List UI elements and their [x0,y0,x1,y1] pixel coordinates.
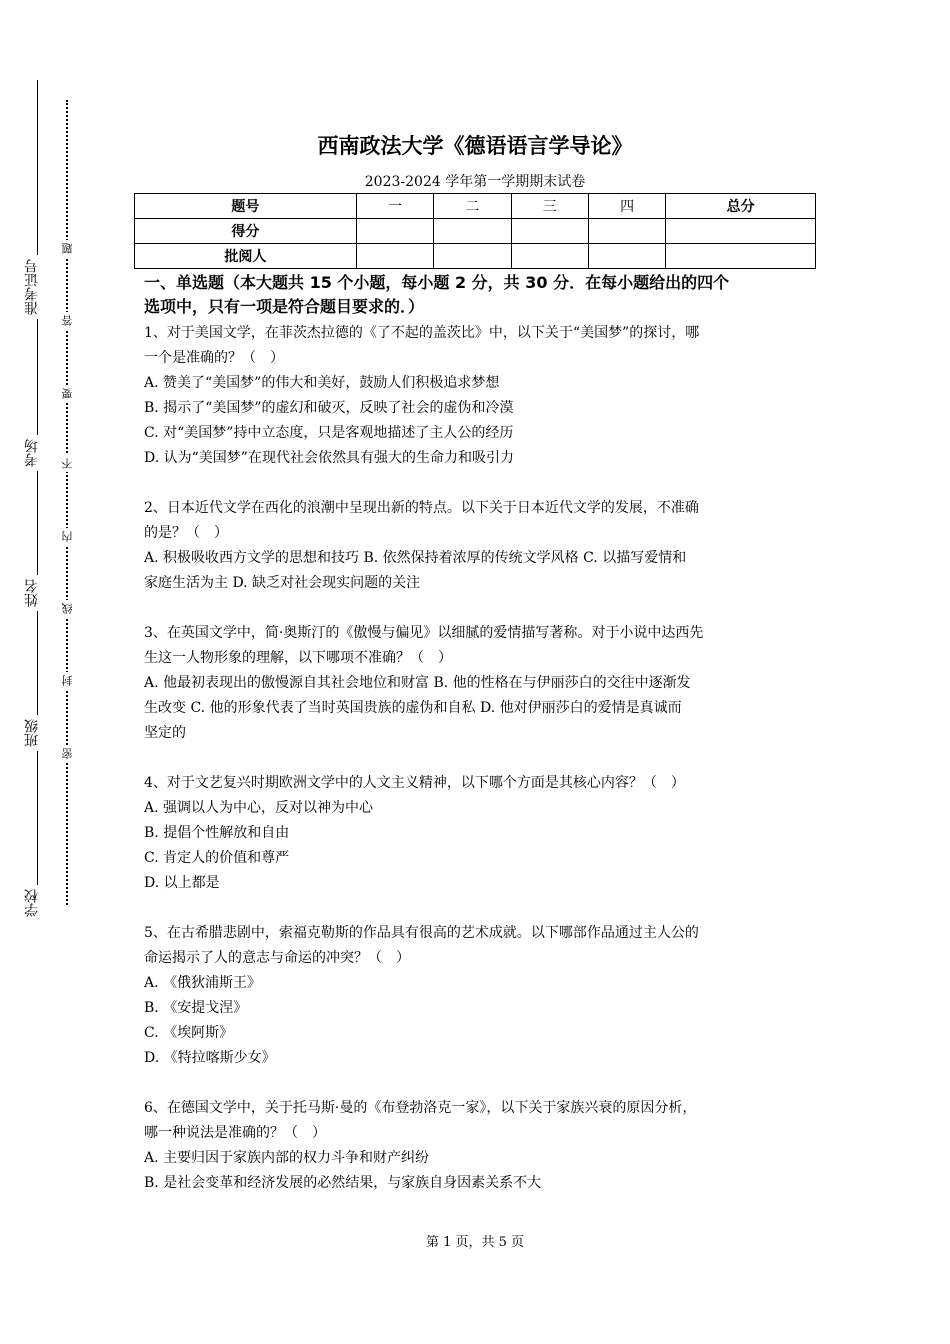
table-header-cell: 四 [588,194,665,219]
option-a: A. 强调以人为中心，反对以神为中心 [144,800,374,816]
option-b: B. 《安提戈涅》 [144,1000,248,1016]
score-cell[interactable] [666,219,816,244]
seal-char: 线 [60,600,74,617]
reviewer-cell[interactable] [511,244,588,269]
table-header-cell: 二 [434,194,511,219]
options-line: 生改变 C. 他的形象代表了当时英国贵族的虚伪和自私 D. 他对伊丽莎白的爱情是真诚而 [144,700,682,716]
question-stem: 命运揭示了人的意志与命运的冲突？（ ） [144,950,410,966]
section-heading-line: 一、单选题（本大题共 15 个小题，每小题 2 分，共 30 分．在每小题给出的四个 [144,273,730,292]
page-footer: 第 1 页，共 5 页 [425,1235,525,1250]
row-label: 批阅人 [135,244,357,269]
question-3 [144,621,812,746]
question-6 [144,1096,812,1196]
row-label: 得分 [135,219,357,244]
seal-char: 答 [60,312,74,329]
exam-content [144,271,812,1221]
question-stem: 哪一种说法是准确的？（ ） [144,1125,326,1141]
name-label: 姓名 [22,575,52,611]
option-b: B. 是社会变革和经济发展的必然结果，与家族自身因素关系不大 [144,1175,542,1191]
section-heading [144,271,812,319]
seal-char: 题 [60,240,74,257]
option-c: C. 对“美国梦”持中立态度，只是客观地描述了主人公的经历 [144,425,514,441]
option-d: D. 以上都是 [144,875,220,891]
option-b: B. 揭示了“美国梦”的虚幻和破灭，反映了社会的虚伪和冷漠 [144,400,514,416]
seal-char: 内 [60,528,74,545]
question-stem: 的是？（ ） [144,525,228,541]
binding-line [37,80,38,920]
score-cell[interactable] [588,219,665,244]
seal-char: 封 [60,672,74,689]
exam-subtitle: 2023-2024 学年第一学期期末试卷 [364,174,586,190]
reviewer-row [135,244,816,269]
question-stem: 1、对于美国文学，在菲茨杰拉德的《了不起的盖茨比》中，以下关于“美国梦”的探讨，哪 [144,325,700,341]
question-stem: 4、对于文艺复兴时期欧洲文学中的人文主义精神，以下哪个方面是其核心内容？（ ） [144,775,685,791]
option-b: B. 提倡个性解放和自由 [144,825,290,841]
option-a: A. 赞美了“美国梦”的伟大和美好，鼓励人们积极追求梦想 [144,375,500,391]
score-cell[interactable] [356,219,433,244]
exam-title: 西南政法大学《德语语言学导论》 [317,134,633,158]
question-stem: 3、在英国文学中，简·奥斯汀的《傲慢与偏见》以细腻的爱情描写著称。对于小说中达西先 [144,625,704,641]
seal-line [60,100,74,910]
option-c: C. 肯定人的价值和尊严 [144,850,290,866]
options-line: 家庭生活为主 D. 缺乏对社会现实问题的关注 [144,575,421,591]
exam-number-label: 准考证号 [22,255,52,319]
options-line: A. 他最初表现出的傲慢源自其社会地位和财富 B. 他的性格在与伊丽莎白的交往中逐渐发 [144,675,691,691]
score-table [134,193,816,269]
reviewer-cell[interactable] [666,244,816,269]
binding-info-strip [22,80,52,930]
option-d: D. 《特拉喀斯少女》 [144,1050,276,1066]
question-2 [144,496,812,596]
table-header-cell: 一 [356,194,433,219]
table-header-cell: 题号 [135,194,357,219]
options-line: 坚定的 [144,725,186,741]
question-stem: 6、在德国文学中，关于托马斯·曼的《布登勃洛克一家》，以下关于家族兴衰的原因分析， [144,1100,697,1116]
option-c: C. 《埃阿斯》 [144,1025,234,1041]
option-a: A. 主要归因于家族内部的权力斗争和财产纠纷 [144,1150,430,1166]
seal-char: 要 [60,385,74,402]
question-stem: 生这一人物形象的理解，以下哪项不准确？（ ） [144,650,452,666]
question-stem: 2、日本近代文学在西化的浪潮中呈现出新的特点。以下关于日本近代文学的发展，不准确 [144,500,699,516]
reviewer-cell[interactable] [588,244,665,269]
score-table-header-row [135,194,816,219]
table-header-cell: 总分 [666,194,816,219]
reviewer-cell[interactable] [434,244,511,269]
question-1 [144,321,812,471]
section-heading-line: 选项中，只有一项是符合题目要求的．） [144,297,425,316]
table-header-cell: 三 [511,194,588,219]
option-a: A. 《俄狄浦斯王》 [144,975,262,991]
option-d: D. 认为“美国梦”在现代社会依然具有强大的生命力和吸引力 [144,450,514,466]
seal-char: 密 [60,745,74,762]
score-cell[interactable] [511,219,588,244]
school-label: 学校 [22,885,52,921]
exam-room-label: 考场 [22,435,52,471]
score-cell[interactable] [434,219,511,244]
question-5 [144,921,812,1071]
question-4 [144,771,812,896]
dotted-line [66,100,68,905]
seal-char: 不 [60,455,74,472]
question-stem: 5、在古希腊悲剧中，索福克勒斯的作品具有很高的艺术成就。以下哪部作品通过主人公的 [144,925,699,941]
score-row [135,219,816,244]
reviewer-cell[interactable] [356,244,433,269]
question-stem: 一个是准确的？（ ） [144,350,284,366]
options-line: A. 积极吸收西方文学的思想和技巧 B. 依然保持着浓厚的传统文学风格 C. 以描写爱情和 [144,550,687,566]
class-label: 班级 [22,715,52,751]
